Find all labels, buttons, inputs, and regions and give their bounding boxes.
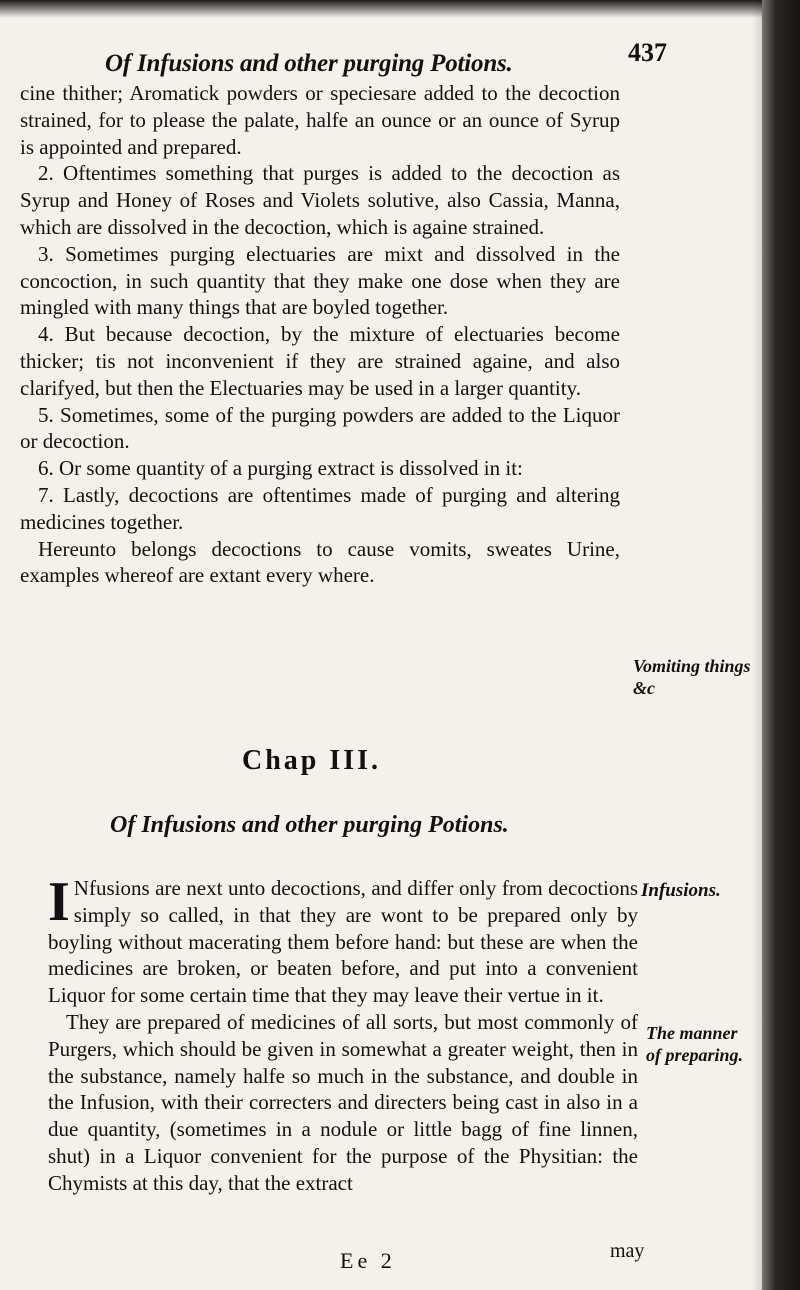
paragraph: 3. Sometimes purging electuaries are mixt and dissolved in the concoction, in such quantity that they make one dose when they are mingled with many things that are boyled together.	[20, 241, 620, 320]
paragraph: Hereunto belongs decoctions to cause vomits, sweates Urine, examples whereof are extant every where.	[20, 536, 620, 588]
top-shadow	[0, 0, 800, 18]
paragraph: cine thither; Aromatick powders or speciesare added to the decoction strained, for to please the palate, halfe an ounce or an ounce of Syrup is appointed and prepared.	[20, 81, 620, 159]
paragraph: 5. Sometimes, some of the purging powders are added to the Liquor or decoction.	[20, 402, 620, 454]
signature-mark: Ee 2	[340, 1248, 396, 1273]
top-text-block	[20, 80, 620, 589]
chapter-heading: Chap III.	[242, 745, 382, 776]
page-number: 437	[628, 38, 667, 67]
book-gutter	[762, 0, 800, 1290]
chapter-text-block	[48, 871, 638, 1197]
margin-note-infusions: Infusions.	[641, 880, 721, 901]
paragraph: 7. Lastly, decoctions are oftentimes made of purging and altering medicines together.	[20, 482, 620, 534]
paragraph: They are prepared of medicines of all sorts, but most commonly of Purgers, which should be given in somewhat a greater weight, then in the substance, namely halfe so much in the substance, and double in the Infusion, with their correcters and directers being cast in also in a due quantity, (sometimes in a nodule or little bagg of fine linnen, shut) in a Liquor convenient for the purpose of the Physitian: the Chymists at this day, that the extract	[48, 1009, 638, 1195]
paragraph: 6. Or some quantity of a purging extract is dissolved in it:	[38, 456, 523, 481]
paragraph-text: Nfusions are next unto decoctions, and differ only from decoctions simply so called, in that they are wont to be prepared only by boyling without macerating them before hand: but these are when the medicines are broken, or beaten before, and put into a convenient Liquor for some certain time that they may leave their vertue in it.	[48, 876, 638, 1008]
drop-cap: I	[48, 871, 70, 933]
paragraph: 4. But because decoction, by the mixture of electuaries become thicker; tis not inconvenient if they are strained againe, and also clarifyed, but then the Electuaries may be used in a larger quantity.	[20, 322, 620, 400]
running-title: Of Infusions and other purging Potions.	[105, 50, 513, 77]
page-edge-shadow	[752, 0, 762, 1290]
chapter-title: Of Infusions and other purging Potions.	[110, 812, 509, 838]
catchword: may	[610, 1240, 645, 1262]
paragraph: 2. Oftentimes something that purges is added to the decoction as Syrup and Honey of Roses and Violets solutive, also Cassia, Manna, which are dissolved in the decoction, which is againe strained.	[20, 161, 620, 239]
margin-note-vomiting: Vomiting things &c	[633, 656, 751, 698]
margin-note-preparing: The manner of preparing.	[646, 1023, 744, 1065]
paragraph	[48, 871, 638, 1009]
